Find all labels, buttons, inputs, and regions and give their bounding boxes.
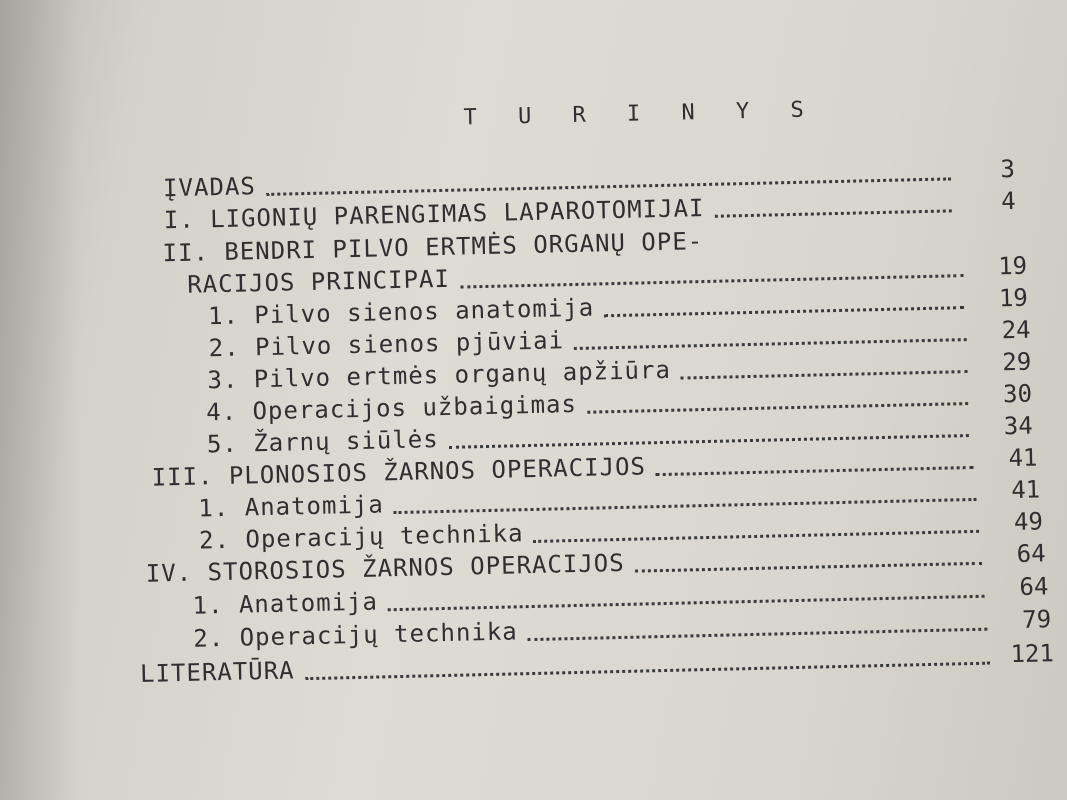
leader-dots xyxy=(714,195,952,217)
toc-entry-label: IV. STOROSIOS ŽARNOS OPERACIJOS xyxy=(145,548,625,588)
toc-entry-page: 41 xyxy=(1008,443,1038,473)
toc-entry-label: 2. Operacijų technika xyxy=(198,519,524,555)
leader-dots xyxy=(394,483,977,513)
toc-entry-label: 1. Pilvo sienos anatomija xyxy=(207,293,595,331)
leader-dots xyxy=(587,388,969,414)
toc-entry-page: 64 xyxy=(1016,539,1046,568)
leader-dots xyxy=(388,580,985,611)
toc-entry-page: 34 xyxy=(1003,411,1034,441)
toc-entry-page: 49 xyxy=(1013,507,1044,537)
leader-dots xyxy=(604,292,964,317)
toc-entry-page: 29 xyxy=(1002,347,1032,377)
toc-entry-label: 1. Anatomija xyxy=(192,587,379,620)
toc-entry-label: RACIJOS PRINCIPAI xyxy=(186,264,451,299)
toc-entry-page: 3 xyxy=(1000,154,1016,184)
toc-entry-label: I. LIGONIŲ PARENGIMAS LAPAROTOMIJAI xyxy=(163,193,705,235)
toc-entry-page: 19 xyxy=(997,251,1028,281)
toc-entry-page: 64 xyxy=(1019,572,1049,601)
leader-dots xyxy=(448,420,969,449)
toc-entry-label: III. PLONOSIOS ŽARNOS OPERACIJOS xyxy=(151,452,647,492)
toc-entry-label: LITERATŪRA xyxy=(139,656,295,688)
leader-dots xyxy=(533,515,979,542)
toc-entry-label: 4. Operacijos užbaigimas xyxy=(205,389,578,427)
toc-entry-label: 3. Pilvo ertmės organų apžiūra xyxy=(207,355,672,395)
toc-entry-page: 4 xyxy=(1000,186,1016,216)
toc-entry-page: 19 xyxy=(998,283,1029,313)
leader-dots xyxy=(574,324,967,350)
toc-entry-label: ĮVADAS xyxy=(162,172,257,203)
leader-dots xyxy=(304,647,990,680)
toc-entry-page: 121 xyxy=(1010,639,1055,669)
toc-entry-page: 24 xyxy=(1001,315,1031,345)
leader-dots xyxy=(656,451,974,475)
toc-entry-label: 1. Anatomija xyxy=(198,490,385,523)
leader-dots xyxy=(634,547,981,572)
toc-entry-page: 41 xyxy=(1010,475,1041,505)
leader-dots xyxy=(681,356,968,379)
toc-entry-label: 5. Žarnų siūlės xyxy=(206,425,439,459)
toc-title: T U R I N Y S xyxy=(463,97,818,131)
leader-dots xyxy=(460,260,964,288)
toc-entry-page: 30 xyxy=(1002,379,1033,409)
toc-entry-page: 79 xyxy=(1021,605,1052,634)
toc-entry-label: II. BENDRI PILVO ERTMĖS ORGANŲ OPE- xyxy=(162,227,704,268)
toc-entry-label: 2. Operacijų technika xyxy=(193,617,519,653)
toc-entry-label: 2. Pilvo sienos pjūviai xyxy=(208,326,565,363)
leader-dots xyxy=(528,613,988,640)
